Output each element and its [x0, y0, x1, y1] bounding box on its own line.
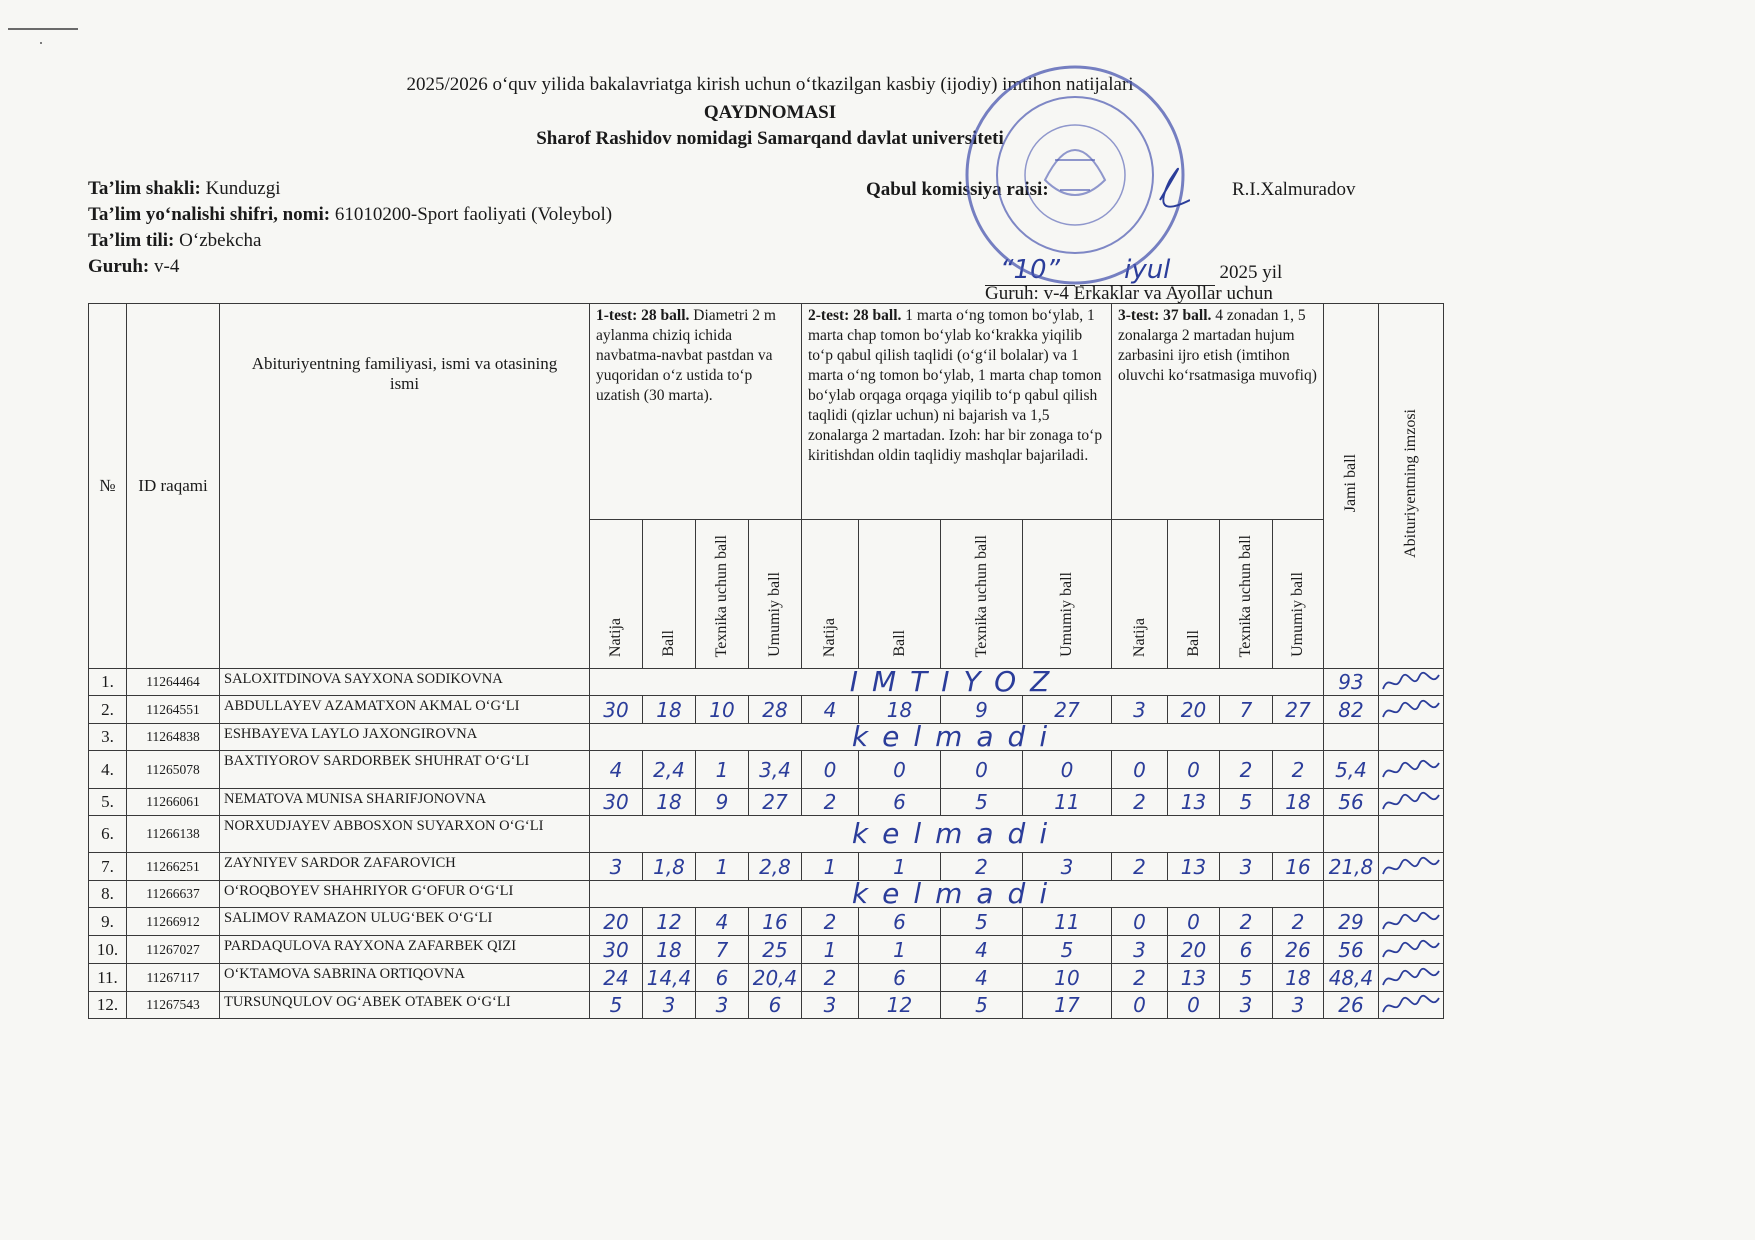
score-cell: 0: [859, 751, 941, 789]
t1-texnika-label: Texnika uchun ball: [713, 534, 730, 657]
score-cell: 2: [1273, 751, 1324, 789]
handwritten-signature: [1379, 992, 1443, 1018]
score-cell: 6: [749, 992, 802, 1019]
row-signature: [1379, 816, 1444, 853]
score-cell: 3: [1220, 992, 1273, 1019]
score-cell: 16: [1273, 853, 1324, 881]
row-signature: [1379, 992, 1444, 1019]
row-name: BAXTIYOROV SARDORBEK SHUHRAT O‘G‘LI: [220, 751, 590, 789]
row-name: SALOXITDINOVA SAYXONA SODIKOVNA: [220, 669, 590, 696]
score-cell: 0: [941, 751, 1023, 789]
t3-natija-header: [1112, 520, 1168, 669]
col-id-header: [127, 304, 220, 669]
row-total: [1324, 724, 1379, 751]
score-cell: 2: [802, 789, 859, 816]
row-number: 7.: [89, 853, 127, 881]
score-cell: 27: [1273, 696, 1324, 724]
row-name: ESHBAYEVA LAYLO JAXONGIROVNA: [220, 724, 590, 751]
table-row: [89, 992, 1444, 1019]
row-id: 11267027: [127, 936, 220, 964]
document-title-line1: 2025/2026 o‘quv yilida bakalavriatga kirish uchun o‘tkazilgan kasbiy (ijodiy) imtihon natijalari: [406, 74, 1134, 95]
row-name: NEMATOVA MUNISA SHARIFJONOVNA: [220, 789, 590, 816]
t1-natija-header: [590, 520, 643, 669]
commission-chair-name: R.I.Xalmuradov: [1232, 179, 1356, 200]
score-cell: 24: [590, 964, 643, 992]
row-number: 4.: [89, 751, 127, 789]
t2-ball-label: Ball: [890, 630, 908, 657]
row-total: 21,8: [1324, 853, 1379, 881]
group: [88, 254, 179, 280]
score-cell: 2: [1220, 908, 1273, 936]
score-cell: 1: [859, 936, 941, 964]
score-cell: 25: [749, 936, 802, 964]
score-cell: 12: [643, 908, 696, 936]
t2-texnika-label: Texnika uchun ball: [972, 534, 990, 657]
score-cell: 13: [1168, 789, 1220, 816]
t1-umumiy-header: [749, 520, 802, 669]
date-day: “10”: [999, 255, 1061, 285]
row-number: 6.: [89, 816, 127, 853]
score-cell: 27: [1023, 696, 1112, 724]
row-signature: [1379, 724, 1444, 751]
score-cell: 18: [643, 936, 696, 964]
row-total: [1324, 816, 1379, 853]
score-cell: 18: [859, 696, 941, 724]
t2-natija-label: Natija: [821, 617, 838, 657]
score-cell: 6: [696, 964, 749, 992]
table-row: [89, 789, 1444, 816]
score-cell: 30: [590, 789, 643, 816]
t1-texnika-header: [696, 520, 749, 669]
row-name: NORXUDJAYEV ABBOSXON SUYARXON O‘G‘LI: [220, 816, 590, 853]
score-cell: 0: [1168, 992, 1220, 1019]
row-total: 29: [1324, 908, 1379, 936]
score-cell: 14,4: [643, 964, 696, 992]
score-cell: 2: [1112, 789, 1168, 816]
row-signature: [1379, 936, 1444, 964]
test2-description: 1 marta o‘ng tomon bo‘ylab, 1 marta chap tomon bo‘ylab ko‘krakka yiqilib to‘p qabul qilish taqlidi (o‘g‘il bolalar) va 1 marta o‘ng tomon bo‘ylab, 1 marta chap tomon bo‘ylab orqaga orqaga yiqilib to‘p qabul qilish taqlidi (qizlar uchun) ni bajarish va 1,5 zonalarga 2 martadan. Izoh: har bir zonaga to‘p kiritishdan oldin taqlidiy mashqlar bajariladi.: [808, 307, 1103, 464]
t2-natija-header: [802, 520, 859, 669]
results-table: [88, 303, 1444, 1019]
t1-natija-label: Natija: [607, 617, 624, 657]
score-cell: 18: [643, 696, 696, 724]
row-name: SALIMOV RAMAZON ULUG‘BEK O‘G‘LI: [220, 908, 590, 936]
row-total: 93: [1324, 669, 1379, 696]
row-number: 9.: [89, 908, 127, 936]
score-cell: 4: [941, 964, 1023, 992]
score-cell: 10: [1023, 964, 1112, 992]
group-value: v-4: [154, 256, 180, 277]
score-cell: 0: [1023, 751, 1112, 789]
table-row: [89, 669, 1444, 696]
row-signature: [1379, 669, 1444, 696]
study-direction-value: 61010200-Sport faoliyati (Voleybol): [334, 204, 613, 225]
score-cell: 0: [802, 751, 859, 789]
score-cell: 5: [1220, 964, 1273, 992]
table-row: [89, 816, 1444, 853]
score-cell: 3: [643, 992, 696, 1019]
row-status-note: kelmadi: [590, 881, 1324, 908]
test1-description: Diametri 2 m aylanma chiziq ichida navbatma-navbat pastdan va yuqoridan o‘z ustida to‘p uzatish (30 marta).: [596, 307, 776, 404]
score-cell: 3: [590, 853, 643, 881]
row-status-note: kelmadi: [590, 816, 1324, 853]
handwritten-signature: [1379, 909, 1443, 935]
study-direction: [88, 202, 612, 228]
handwritten-signature: [1379, 854, 1443, 880]
row-id: 11264464: [127, 669, 220, 696]
t3-natija-label: Natija: [1130, 617, 1148, 657]
score-cell: 2: [1112, 964, 1168, 992]
row-name: O‘KTAMOVA SABRINA ORTIQOVNA: [220, 964, 590, 992]
t1-ball-header: [643, 520, 696, 669]
score-cell: 5: [1023, 936, 1112, 964]
group-note: Guruh: v-4 Erkaklar va Ayollar uchun: [985, 283, 1273, 304]
score-cell: 3: [802, 992, 859, 1019]
date-year: 2025 yil: [1219, 262, 1283, 283]
score-cell: 3: [696, 992, 749, 1019]
score-cell: 2: [1112, 853, 1168, 881]
t3-ball-header: [1168, 520, 1220, 669]
row-total: 82: [1324, 696, 1379, 724]
test3-header: [1112, 304, 1324, 520]
row-id: 11266912: [127, 908, 220, 936]
table-row: [89, 696, 1444, 724]
table-row: [89, 908, 1444, 936]
score-cell: 16: [749, 908, 802, 936]
scan-dot: [40, 42, 42, 44]
row-signature: [1379, 964, 1444, 992]
row-number: 2.: [89, 696, 127, 724]
row-total: 56: [1324, 936, 1379, 964]
score-cell: 6: [859, 789, 941, 816]
t3-texnika-label: Texnika uchun ball: [1237, 534, 1254, 657]
score-cell: 5: [941, 992, 1023, 1019]
score-cell: 9: [696, 789, 749, 816]
score-cell: 1: [696, 853, 749, 881]
group-label: Guruh:: [88, 256, 150, 277]
t2-ball-header: [859, 520, 941, 669]
score-cell: 20: [1168, 696, 1220, 724]
handwritten-signature: [1379, 669, 1443, 695]
row-id: 11264551: [127, 696, 220, 724]
score-cell: 7: [696, 936, 749, 964]
row-total: 5,4: [1324, 751, 1379, 789]
score-cell: 18: [1273, 789, 1324, 816]
score-cell: 0: [1168, 908, 1220, 936]
score-cell: 3: [1112, 696, 1168, 724]
t1-umumiy-label: Umumiy ball: [766, 572, 783, 657]
test2-header: [802, 304, 1112, 520]
col-total-header: [1324, 304, 1379, 669]
row-total: 48,4: [1324, 964, 1379, 992]
row-number: 12.: [89, 992, 127, 1019]
t3-ball-label: Ball: [1184, 630, 1202, 657]
score-cell: 4: [941, 936, 1023, 964]
test1-title: 1-test: 28 ball.: [596, 307, 690, 324]
study-form: [88, 176, 281, 202]
score-cell: 0: [1168, 751, 1220, 789]
score-cell: 18: [1273, 964, 1324, 992]
t3-umumiy-label: Umumiy ball: [1289, 572, 1306, 657]
score-cell: 0: [1112, 751, 1168, 789]
col-signature-header: [1379, 304, 1444, 669]
score-cell: 28: [749, 696, 802, 724]
row-signature: [1379, 853, 1444, 881]
score-cell: 1,8: [643, 853, 696, 881]
study-form-value: Kunduzgi: [205, 178, 281, 199]
score-cell: 3: [1220, 853, 1273, 881]
table-body: [89, 665, 1444, 1019]
row-signature: [1379, 881, 1444, 908]
score-cell: 2: [941, 853, 1023, 881]
score-cell: 30: [590, 696, 643, 724]
row-number: 8.: [89, 881, 127, 908]
t3-umumiy-header: [1273, 520, 1324, 669]
score-cell: 4: [802, 696, 859, 724]
score-cell: 10: [696, 696, 749, 724]
score-cell: 20,4: [749, 964, 802, 992]
col-signature-label: Abituriyentning imzosi: [1402, 409, 1419, 558]
row-total: 56: [1324, 789, 1379, 816]
col-id-label: ID raqami: [138, 476, 208, 495]
row-total: [1324, 881, 1379, 908]
table-row: [89, 936, 1444, 964]
scan-artifact: [8, 28, 78, 30]
score-cell: 9: [941, 696, 1023, 724]
study-language-value: O‘zbekcha: [179, 230, 262, 251]
score-cell: 5: [590, 992, 643, 1019]
table-row: [89, 964, 1444, 992]
score-cell: 3,4: [749, 751, 802, 789]
row-status-note: kelmadi: [590, 724, 1324, 751]
score-cell: 3: [1273, 992, 1324, 1019]
row-name: ABDULLAYEV AZAMATXON AKMAL O‘G‘LI: [220, 696, 590, 724]
score-cell: 20: [590, 908, 643, 936]
col-name-header: [220, 304, 590, 669]
row-number: 5.: [89, 789, 127, 816]
t2-texnika-header: [941, 520, 1023, 669]
handwritten-signature: [1379, 757, 1443, 783]
study-language-label: Ta’lim tili:: [88, 230, 175, 251]
col-total-label: Jami ball: [1342, 454, 1359, 513]
score-cell: 13: [1168, 853, 1220, 881]
row-name: TURSUNQULOV OG‘ABEK OTABEK O‘G‘LI: [220, 992, 590, 1019]
university-name: Sharof Rashidov nomidagi Samarqand davlat universiteti: [536, 128, 1004, 149]
study-direction-label: Ta’lim yo‘nalishi shifri, nomi:: [88, 204, 331, 225]
score-cell: 0: [1112, 908, 1168, 936]
score-cell: 11: [1023, 789, 1112, 816]
score-cell: 20: [1168, 936, 1220, 964]
score-cell: 2,4: [643, 751, 696, 789]
header-row: [89, 304, 1444, 520]
table-row: [89, 724, 1444, 751]
row-signature: [1379, 696, 1444, 724]
row-total: 26: [1324, 992, 1379, 1019]
score-cell: 3: [1023, 853, 1112, 881]
row-id: 11266061: [127, 789, 220, 816]
row-id: 11265078: [127, 751, 220, 789]
university-stamp: [960, 60, 1190, 290]
row-id: 11267543: [127, 992, 220, 1019]
row-number: 11.: [89, 964, 127, 992]
score-cell: 2: [1273, 908, 1324, 936]
row-number: 3.: [89, 724, 127, 751]
score-cell: 6: [859, 908, 941, 936]
score-cell: 17: [1023, 992, 1112, 1019]
score-cell: 2: [802, 964, 859, 992]
test2-title: 2-test: 28 ball.: [808, 307, 902, 324]
test3-title: 3-test: 37 ball.: [1118, 307, 1212, 324]
row-id: 11266138: [127, 816, 220, 853]
commission-label: Qabul komissiya raisi:: [866, 179, 1049, 200]
score-cell: 11: [1023, 908, 1112, 936]
score-cell: 13: [1168, 964, 1220, 992]
row-name: ZAYNIYEV SARDOR ZAFAROVICH: [220, 853, 590, 881]
t2-umumiy-label: Umumiy ball: [1058, 572, 1075, 657]
handwritten-signature: [1379, 937, 1443, 963]
score-cell: 30: [590, 936, 643, 964]
row-signature: [1379, 908, 1444, 936]
score-cell: 12: [859, 992, 941, 1019]
row-id: 11266637: [127, 881, 220, 908]
study-language: [88, 228, 261, 254]
score-cell: 6: [859, 964, 941, 992]
table-row: [89, 853, 1444, 881]
row-status-note: IMTIYOZ: [590, 669, 1324, 696]
row-number: 10.: [89, 936, 127, 964]
document-title: QAYDNOMASI: [703, 102, 837, 123]
score-cell: 1: [802, 853, 859, 881]
date-month: iyul: [1124, 255, 1171, 285]
t2-umumiy-header: [1023, 520, 1112, 669]
score-cell: 5: [941, 789, 1023, 816]
test1-header: [590, 304, 802, 520]
test3-description: 4 zonadan 1, 5 zonalarga 2 martadan hujum zarbasini ijro etish (imtihon oluvchi ko‘rsatmasiga muvofiq): [1118, 307, 1317, 384]
score-cell: 0: [1112, 992, 1168, 1019]
score-cell: 4: [590, 751, 643, 789]
score-cell: 6: [1220, 936, 1273, 964]
row-id: 11267117: [127, 964, 220, 992]
t1-ball-label: Ball: [660, 630, 677, 657]
score-cell: 2,8: [749, 853, 802, 881]
score-cell: 5: [941, 908, 1023, 936]
row-number: 1.: [89, 669, 127, 696]
score-cell: 2: [802, 908, 859, 936]
score-cell: 7: [1220, 696, 1273, 724]
study-form-label: Ta’lim shakli:: [88, 178, 201, 199]
table-row: [89, 881, 1444, 908]
score-cell: 2: [1220, 751, 1273, 789]
score-cell: 27: [749, 789, 802, 816]
table-row: [89, 751, 1444, 789]
col-no-header: №: [89, 304, 127, 669]
row-signature: [1379, 751, 1444, 789]
col-name-label: Abituriyentning familiyasi, ismi va otasining ismi: [251, 354, 558, 393]
row-name: O‘ROQBOYEV SHAHRIYOR G‘OFUR O‘G‘LI: [220, 881, 590, 908]
score-cell: 1: [696, 751, 749, 789]
score-cell: 3: [1112, 936, 1168, 964]
score-cell: 18: [643, 789, 696, 816]
row-name: PARDAQULOVA RAYXONA ZAFARBEK QIZI: [220, 936, 590, 964]
score-cell: 1: [802, 936, 859, 964]
handwritten-signature: [1379, 789, 1443, 815]
score-cell: 26: [1273, 936, 1324, 964]
handwritten-signature: [1379, 697, 1443, 723]
row-id: 11266251: [127, 853, 220, 881]
score-cell: 4: [696, 908, 749, 936]
t3-texnika-header: [1220, 520, 1273, 669]
score-cell: 1: [859, 853, 941, 881]
row-id: 11264838: [127, 724, 220, 751]
score-cell: 5: [1220, 789, 1273, 816]
row-signature: [1379, 789, 1444, 816]
handwritten-signature: [1379, 965, 1443, 991]
